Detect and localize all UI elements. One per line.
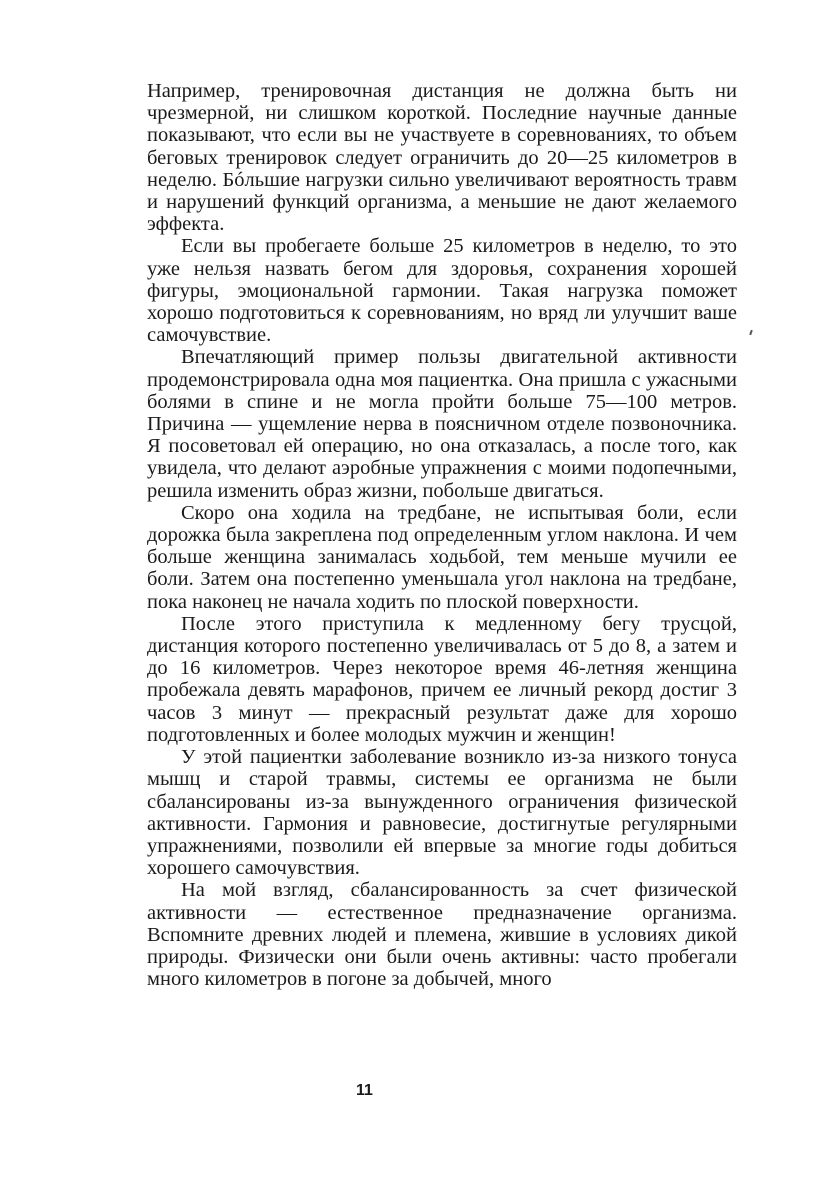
paragraph-5: После этого приступила к медленному бегу трусцой, дистанция которого постепенно увеличивалась от 5 до 8, а затем и до 16 километров. Через некоторое время 46-летняя женщина пробежала девять марафонов, причем ее личный рекорд достиг 3 часов 3 минут — прекрасный результат даже для хорошо подготовленных и более молодых мужчин и женщин! [147,612,737,746]
paragraph-3: Впечатляющий пример пользы двигательной активности продемонстрировала одна моя пациентка. Она пришла с ужасными болями в спине и не могла пройти больше 75—100 метров. Причина — ущемление нерва в поясничном отделе позвоночника. Я посоветовал ей операцию, но она отказалась, а после того, как увидела, что делают аэробные упражнения с моими подопечными, решила изменить образ жизни, побольше двигаться. [147,346,737,502]
paragraph-7: На мой взгляд, сбалансированность за счет физической активности — естественное предназначение организма. Вспомните древних людей и племена, жившие в условиях дикой природы. Физически они были очень активны: часто пробегали много километров в погоне за добычей, много [147,879,737,991]
paragraph-4: Скоро она ходила на тредбане, не испытывая боли, если дорожка была закреплена под определенным углом наклона. И чем больше женщина занималась ходьбой, тем меньше мучили ее боли. Затем она постепенно уменьшала угол наклона на тредбане, пока наконец не начала ходить по плоской поверхности. [147,501,737,613]
paragraph-6: У этой пациентки заболевание возникло из-за низкого тонуса мышц и старой травмы, системы ее организма не были сбалансированы из-за вынужденного ограничения физической активности. Гармония и равновесие, достигнутые регулярными упражнениями, позволили ей впервые за многие годы добиться хорошего самочувствия. [147,746,737,880]
page-text-block [147,80,737,990]
scan-speck [749,330,753,335]
paragraph-2: Если вы пробегаете больше 25 километров в неделю, то это уже нельзя назвать бегом для здоровья, сохранения хорошей фигуры, эмоциональной гармонии. Такая нагрузка поможет хорошо подготовиться к соревнованиям, но вряд ли улучшит ваше самочувствие. [147,235,737,347]
page-number: 11 [356,1082,373,1099]
paragraph-1: Например, тренировочная дистанция не должна быть ни чрезмерной, ни слишком короткой. Последние научные данные показывают, что если вы не участвуете в соревнованиях, то объем беговых тренировок следует ограничить до 20—25 километров в неделю. Бóльшие нагрузки сильно увеличивают вероятность травм и нарушений функций организма, а меньшие не дают желаемого эффекта. [147,80,737,236]
